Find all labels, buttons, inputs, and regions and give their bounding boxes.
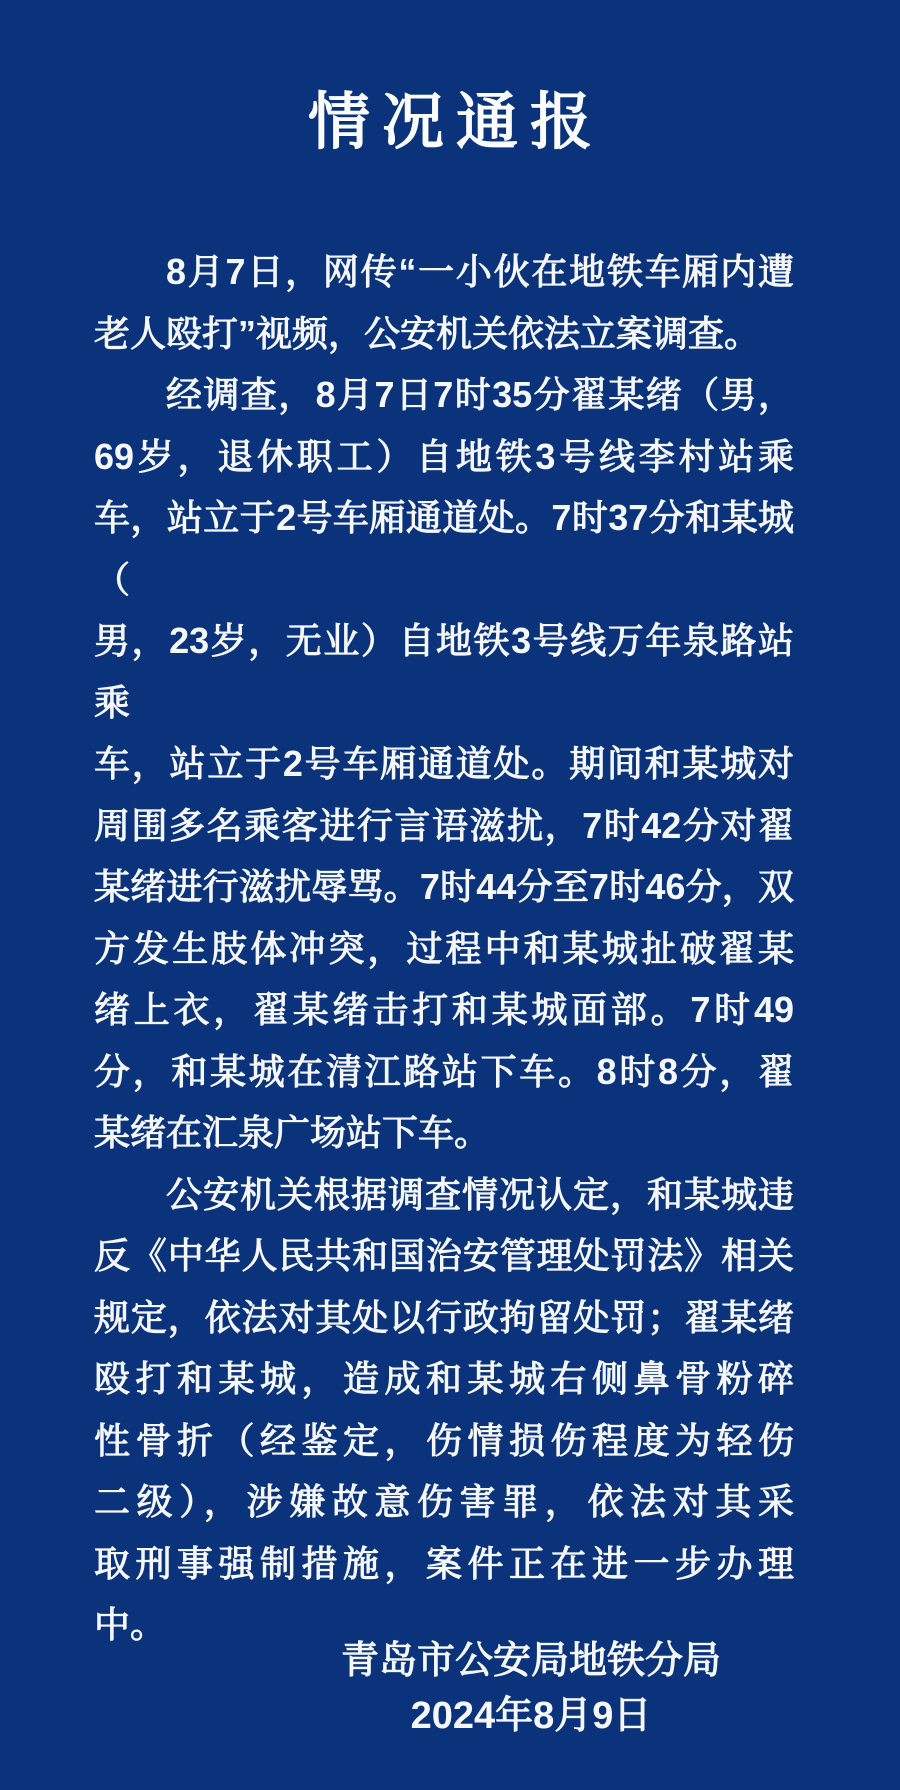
signature-date: 2024年8月9日 (410, 1695, 652, 1737)
body-line: 二级），涉嫌故意伤害罪，依法对其采 (94, 1481, 794, 1522)
body-line: 方发生肢体冲突，过程中和某城扯破翟某 (94, 927, 794, 969)
body-line: 规定，依法对其处以行政拘留处罚；翟某绪 (94, 1296, 794, 1338)
body-line: 分，和某城在清江路站下车。8时8分，翟 (94, 1050, 794, 1092)
body-line: 周围多名乘客进行言语滋扰，7时42分对翟 (94, 804, 794, 846)
body-line: 69岁，退休职工）自地铁3号线李村站乘 (94, 435, 794, 477)
body-line: 取刑事强制措施，案件正在进一步办理 (94, 1542, 794, 1584)
notice-title: 情况通报 (307, 89, 604, 157)
body-line: 某绪在汇泉广场站下车。 (94, 1112, 491, 1153)
body-line: 反《中华人民共和国治安管理处罚法》相关 (94, 1235, 794, 1276)
body-line: 8月7日，网传“一小伙在地铁车厢内遭 (166, 251, 794, 292)
body-line: 绪上衣，翟某绪击打和某城面部。7时49 (94, 989, 794, 1030)
body-line: 车，站立于2号车厢通道处。7时37分和某城（ (94, 497, 794, 600)
body-line: 公安机关根据调查情况认定，和某城违 (166, 1173, 794, 1215)
body-line: 老人殴打”视频，公安机关依法立案调查。 (94, 312, 761, 354)
body-line: 性骨折（经鉴定，伤情损伤程度为轻伤 (94, 1419, 794, 1461)
signature-block (81, 1634, 900, 1744)
body-line: 殴打和某城，造成和某城右侧鼻骨粉碎 (94, 1358, 794, 1399)
body-line: 经调查，8月7日7时35分翟某绪（男， (166, 374, 794, 415)
body-line: 男，23岁，无业）自地铁3号线万年泉路站乘 (94, 620, 794, 723)
body-line: 某绪进行滋扰辱骂。7时44分至7时46分，双 (94, 866, 794, 907)
body-line: 车，站立于2号车厢通道处。期间和某城对 (94, 743, 794, 784)
notice-body (94, 241, 794, 1656)
signature-org: 青岛市公安局地铁分局 (340, 1640, 721, 1682)
body-line: 中。 (94, 1604, 167, 1645)
